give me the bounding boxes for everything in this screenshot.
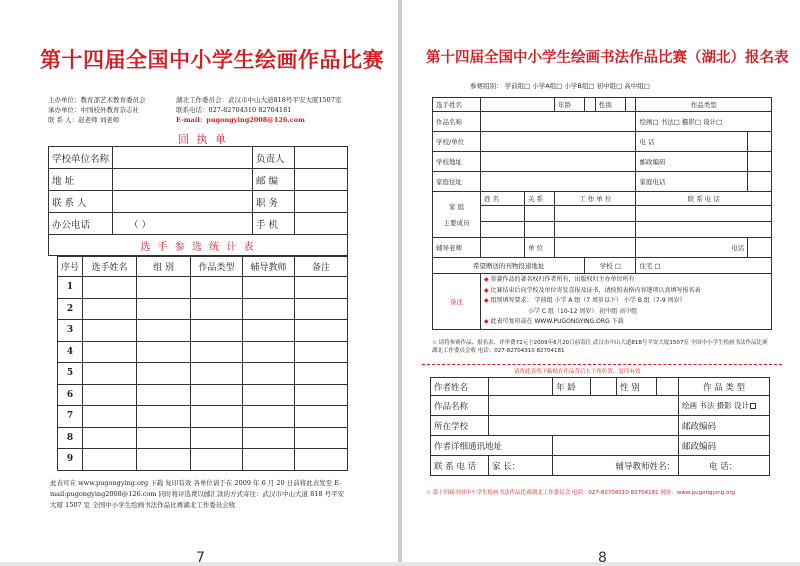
delivery-school-checkbox[interactable]: 学校 □ <box>585 258 636 274</box>
note-text: 小学 C 组（10-12 周岁） 初中组 高中组 <box>528 307 638 315</box>
left-title: 第十四届全国中小学生绘画作品比赛 <box>40 47 384 72</box>
office-phone-cell[interactable]: （ ） <box>113 213 253 235</box>
form-label: 联 系 人 <box>49 191 113 213</box>
contact-line: 联系电话：027-82704310 82704181 <box>176 106 292 114</box>
form-cell[interactable] <box>295 147 348 169</box>
row-number: 7 <box>58 406 83 428</box>
input-cell[interactable] <box>636 222 772 238</box>
input-cell[interactable] <box>636 206 772 222</box>
input-cell[interactable] <box>489 416 679 436</box>
table-row <box>58 449 348 471</box>
table-cell[interactable] <box>243 298 295 320</box>
table-cell[interactable] <box>243 427 295 449</box>
table-cell[interactable] <box>191 427 243 449</box>
mailing-instructions: ☆ 请将参赛作品、报名表、评审费72元于2009年6月20日前寄往 武汉市中山大道818号平安大厦1507室 全国中小学生绘画书法作品比赛湖北工作委员会收 电话：027-82704310 82704181 <box>432 340 768 354</box>
table-cell[interactable] <box>191 320 243 342</box>
table-cell[interactable] <box>137 363 191 385</box>
table-cell[interactable] <box>295 449 348 471</box>
field-label: 家 庭 <box>448 202 465 211</box>
input-cell[interactable] <box>555 222 636 238</box>
row-number: 3 <box>58 320 83 342</box>
field-label: 学校地址 <box>433 152 481 172</box>
input-cell[interactable] <box>748 172 772 192</box>
table-cell[interactable] <box>191 406 243 428</box>
right-title: 第十四届全国中小学生绘画书法作品比赛（湖北）报名表 <box>426 49 789 66</box>
notes-label: 备注 <box>433 274 481 330</box>
work-type-options[interactable] <box>679 396 770 416</box>
table-cell[interactable] <box>295 384 348 406</box>
field-label: 邮政编码 <box>682 421 717 432</box>
table-row <box>58 277 348 299</box>
family-label <box>433 192 481 238</box>
table-cell[interactable] <box>137 427 191 449</box>
input-cell[interactable] <box>481 172 636 192</box>
form-label: 职 务 <box>253 191 295 213</box>
field-label: 性别 <box>595 98 625 112</box>
table-cell[interactable] <box>83 320 137 342</box>
receipt-form <box>48 146 348 256</box>
note-text: 组别填写要求： 学前组 小学 A 组（7 周岁以下） 小学 B 组（7-9 周岁） <box>490 297 686 305</box>
row-number: 5 <box>58 363 83 385</box>
table-cell[interactable] <box>295 277 348 299</box>
input-cell[interactable] <box>489 378 553 396</box>
cut-instruction: 请将此表剪下粘贴在作品背后右下角位置，复印有效 <box>514 369 641 375</box>
table-cell[interactable] <box>243 449 295 471</box>
table-cell[interactable] <box>137 384 191 406</box>
input-cell[interactable] <box>555 206 636 222</box>
work-type-text: 绘画 书法 摄影 设计 <box>682 401 750 410</box>
table-cell[interactable] <box>243 406 295 428</box>
form-cell[interactable] <box>113 169 253 191</box>
field-label: 电话 <box>636 238 748 258</box>
table-cell[interactable] <box>191 341 243 363</box>
input-cell[interactable] <box>481 222 525 238</box>
table-cell[interactable] <box>243 363 295 385</box>
field-label: 作 品 类 型 <box>679 378 770 396</box>
input-cell[interactable] <box>748 132 772 152</box>
input-cell[interactable] <box>489 396 679 416</box>
stats-header: 备注 <box>295 257 348 277</box>
form-label: 负责人 <box>253 147 295 169</box>
right-footer-note: ☆ 第十四届全国中小学生绘画书法作品比赛湖北工作委员会 电话：027-82704310 82704181 网址：www.pugongying.org <box>426 490 735 496</box>
table-row <box>58 298 348 320</box>
notes-list <box>481 274 772 330</box>
zip-cell[interactable] <box>679 436 770 456</box>
table-cell[interactable] <box>83 277 137 299</box>
right-page <box>402 0 800 566</box>
input-cell[interactable] <box>525 222 555 238</box>
table-cell[interactable] <box>137 277 191 299</box>
contact-line: 湖北工作委员会：武汉市中山大道818号平安大厦1507室 <box>176 96 342 104</box>
table-cell[interactable] <box>191 384 243 406</box>
field-label: 作品名称 <box>433 112 481 132</box>
field-label: 家庭电话 <box>636 172 748 192</box>
table-row <box>58 320 348 342</box>
organizer-line: 承办单位：中国校外教育杂志社 <box>48 106 139 114</box>
table-row <box>58 406 348 428</box>
page-number: 7 <box>196 550 205 566</box>
receipt-title: 回 执 单 <box>178 133 228 146</box>
field-label: 年龄 <box>555 98 585 112</box>
input-cell[interactable] <box>481 98 555 112</box>
input-cell[interactable] <box>525 206 555 222</box>
table-row <box>58 341 348 363</box>
stats-table <box>57 256 348 471</box>
table-cell[interactable] <box>83 406 137 428</box>
teacher-phone-cell[interactable]: 电 话： <box>679 456 770 476</box>
note-item: ◆ 此表可复印或在 WWW.PUGONGYING.ORG 下载 <box>484 318 624 326</box>
family-header: 联 系 电 话 <box>636 192 772 206</box>
table-cell[interactable] <box>191 298 243 320</box>
note-text: 参赛作品的著名权归作者所有，出版权归主办单位所有 <box>490 276 635 284</box>
form-cell[interactable] <box>295 213 348 235</box>
label-form <box>430 377 770 476</box>
table-cell[interactable] <box>83 363 137 385</box>
input-cell[interactable] <box>585 98 596 112</box>
family-header: 姓 名 <box>481 192 525 206</box>
group-selection[interactable]: 参赛组别： 学前组□ 小学A组□ 小学B组□ 初中组□ 高中组□ <box>470 82 650 90</box>
table-cell[interactable] <box>137 406 191 428</box>
registration-form <box>432 97 772 330</box>
table-cell[interactable] <box>137 320 191 342</box>
form-label: 邮 编 <box>253 169 295 191</box>
row-number: 1 <box>58 277 83 299</box>
field-label: 希望赠送的刊物投递地址 <box>433 258 585 274</box>
field-label: 单 位 <box>525 238 555 258</box>
table-cell[interactable] <box>295 320 348 342</box>
family-header: 关 系 <box>525 192 555 206</box>
form-label: 地 址 <box>49 169 113 191</box>
stats-header: 作品类型 <box>191 257 243 277</box>
zip-cell[interactable] <box>679 416 770 436</box>
table-cell[interactable] <box>191 277 243 299</box>
contact-info <box>176 95 341 125</box>
note-text: 比赛结束后向学校及单位寄发喜报及证书，请按照表格内容逐项认真填写报名表 <box>490 286 701 294</box>
input-cell[interactable] <box>748 238 772 258</box>
field-label: 作者姓名 <box>431 378 489 396</box>
table-cell[interactable] <box>295 427 348 449</box>
table-cell[interactable] <box>191 363 243 385</box>
form-label: 手 机 <box>253 213 295 235</box>
field-label: 作者详细通讯地址 <box>431 436 553 456</box>
form-cell[interactable] <box>295 191 348 213</box>
field-label: 邮政编码 <box>682 441 717 452</box>
input-cell[interactable] <box>481 206 525 222</box>
input-cell[interactable] <box>481 238 525 258</box>
input-cell[interactable] <box>657 378 679 396</box>
form-cell[interactable] <box>113 191 253 213</box>
field-label: 作品名称 <box>431 396 489 416</box>
table-cell[interactable] <box>83 427 137 449</box>
field-label: 选手姓名 <box>433 98 481 112</box>
field-label: 作品类型 <box>636 98 772 112</box>
left-page <box>0 0 398 566</box>
field-label: 家庭住址 <box>433 172 481 192</box>
parent-phone-cell[interactable]: 家 长： <box>489 456 553 476</box>
field-label: 性 别 <box>617 378 657 396</box>
family-header: 工 作 单 位 <box>555 192 636 206</box>
delivery-home-checkbox[interactable]: 住宅 □ <box>636 258 772 274</box>
field-label: 主要成员 <box>443 218 470 227</box>
table-row <box>58 384 348 406</box>
contact-email: E-mail：pugongying2008@126.com <box>176 116 305 124</box>
stats-header: 组 别 <box>137 257 191 277</box>
cut-line <box>422 364 782 365</box>
organizer-line: 联 系 人：赵老师 刘老师 <box>48 116 120 124</box>
field-label: 辅导老师 <box>433 238 481 258</box>
note-item: ◆ 参赛作品的著名权归作者所有，出版权归主办单位所有 <box>484 276 635 284</box>
form-cell[interactable] <box>113 147 253 169</box>
field-label: 年 龄 <box>553 378 591 396</box>
table-cell[interactable] <box>191 449 243 471</box>
table-cell[interactable] <box>137 298 191 320</box>
stats-header: 序号 <box>58 257 83 277</box>
input-cell[interactable] <box>748 152 772 172</box>
field-label: 联 系 电 话 <box>431 456 489 476</box>
left-footer-note: 此表可在 www.pugongying.org 下载 复印有效 各单位请于在 2009 年 6 月 20 日前将此表发至 E-mail:pugongying2008@126.com 同时将评选费以邮汇款的方式寄往：武汉市中山大道 818 号平安大厦 1507 室 全国中小学生绘画书法作品比赛湖北工作委员会收 <box>50 479 345 509</box>
row-number: 2 <box>58 298 83 320</box>
stats-title: 选 手 参 选 统 计 表 <box>49 235 348 256</box>
table-row <box>58 427 348 449</box>
stats-header: 辅导教师 <box>243 257 295 277</box>
row-number: 8 <box>58 427 83 449</box>
form-label: 办公电话 <box>49 213 113 235</box>
table-cell[interactable] <box>295 406 348 428</box>
table-cell[interactable] <box>137 449 191 471</box>
input-cell[interactable] <box>553 436 679 456</box>
table-cell[interactable] <box>243 320 295 342</box>
input-cell[interactable] <box>481 132 636 152</box>
page-number: 8 <box>598 550 607 566</box>
note-item: ◆ 比赛结束后向学校及单位寄发喜报及证书，请按照表格内容逐项认真填写报名表 <box>484 286 701 294</box>
checkbox-icon[interactable] <box>750 403 756 409</box>
teacher-name-cell[interactable]: 辅导教师姓名： <box>553 456 679 476</box>
organizer-info <box>48 95 146 125</box>
input-cell[interactable] <box>481 112 636 132</box>
table-cell[interactable] <box>243 277 295 299</box>
organizer-line: 主办单位：教育部艺术教育委员会 <box>48 96 146 104</box>
row-number: 6 <box>58 384 83 406</box>
table-cell[interactable] <box>83 298 137 320</box>
field-label: 邮政编码 <box>636 152 748 172</box>
table-cell[interactable] <box>243 384 295 406</box>
table-cell[interactable] <box>83 449 137 471</box>
table-cell[interactable] <box>83 341 137 363</box>
table-cell[interactable] <box>295 363 348 385</box>
note-item <box>484 307 768 318</box>
input-cell[interactable] <box>481 152 636 172</box>
table-cell[interactable] <box>295 341 348 363</box>
table-cell[interactable] <box>243 341 295 363</box>
table-cell[interactable] <box>83 384 137 406</box>
row-number: 9 <box>58 449 83 471</box>
field-label: 学校/单位 <box>433 132 481 152</box>
input-cell[interactable] <box>625 98 636 112</box>
stats-header: 选手姓名 <box>83 257 137 277</box>
input-cell[interactable] <box>591 378 617 396</box>
row-number: 4 <box>58 341 83 363</box>
work-type-options[interactable]: 绘画□ 书法□ 摄影□ 设计□ <box>636 112 772 132</box>
field-label: 电 话 <box>636 132 748 152</box>
field-label: 所在学校 <box>431 416 489 436</box>
note-text: 此表可复印或在 WWW.PUGONGYING.ORG 下载 <box>490 318 624 326</box>
input-cell[interactable] <box>555 238 636 258</box>
form-cell[interactable] <box>295 169 348 191</box>
note-item: ◆ 组别填写要求： 学前组 小学 A 组（7 周岁以下） 小学 B 组（7-9 周岁） <box>484 297 686 305</box>
table-cell[interactable] <box>137 341 191 363</box>
table-row <box>58 363 348 385</box>
table-cell[interactable] <box>295 298 348 320</box>
form-label: 学校单位名称 <box>49 147 113 169</box>
